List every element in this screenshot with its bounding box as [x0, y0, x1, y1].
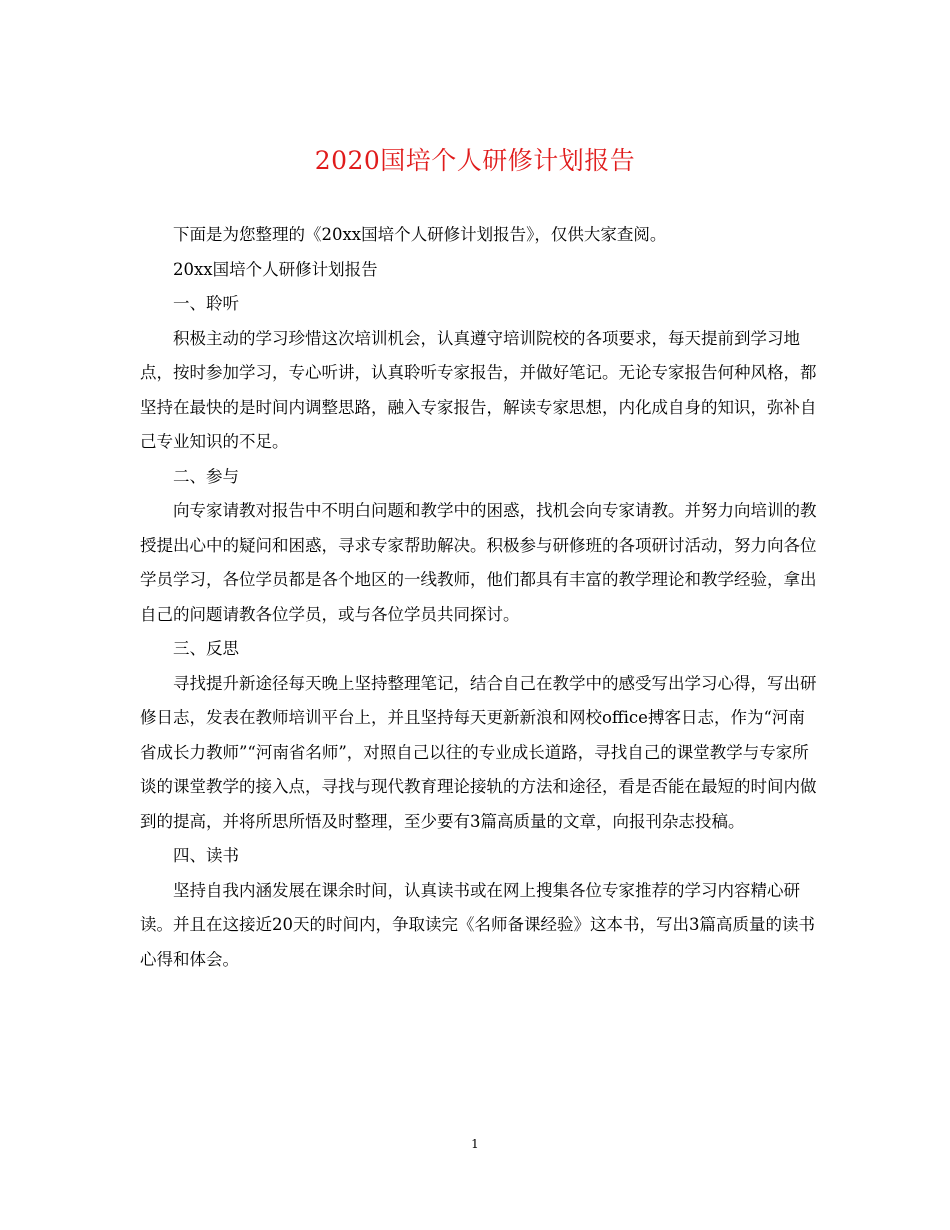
document-title: 2020国培个人研修计划报告 [314, 146, 636, 175]
section-paragraph-listen: 积极主动的学习珍惜这次培训机会，认真遵守培训院校的各项要求，每天提前到学习地点，按时参加学习，专心听讲，认真聆听专家报告，并做好笔记。无论专家报告何种风格，都坚持在最快的是时间内调整思路，融入专家报告，解读专家思想，内化成自身的知识，弥补自己专业知识的不足。 [140, 328, 817, 451]
intro-paragraph: 下面是为您整理的《20xx国培个人研修计划报告》，仅供大家查阅。 [173, 225, 667, 244]
document-body [140, 218, 820, 977]
section-paragraph-read: 坚持自我内涵发展在课余时间，认真读书或在网上搜集各位专家推荐的学习内容精心研读。并且在这接近20天的时间内，争取读完《名师备课经验》这本书，写出3篇高质量的读书心得和体会。 [140, 880, 815, 969]
section-heading-reflect: 三、反思 [173, 639, 239, 658]
page-number: 1 [471, 1137, 479, 1151]
section-paragraph-reflect: 寻找提升新途径每天晚上坚持整理笔记，结合自己在教学中的感受写出学习心得，写出研修日志，发表在教师培训平台上，并且坚持每天更新新浪和网校office搏客日志，作为“河南省成长力教师”“河南省名师”，对照自己以往的专业成长道路，寻找自己的课堂教学与专家所谈的课堂教学的接入点，寻找与现代教育理论接轨的方法和途径，看是否能在最短的时间内做到的提高，并将所思所悟及时整理，至少要有3篇高质量的文章，向报刊杂志投稿。 [140, 673, 817, 831]
section-heading-read: 四、读书 [173, 846, 239, 865]
section-heading-participate: 二、参与 [173, 466, 239, 486]
subtitle-paragraph: 20xx国培个人研修计划报告 [173, 259, 378, 279]
section-paragraph-participate: 向专家请教对报告中不明白问题和教学中的困惑，找机会向专家请教。并努力向培训的教授提出心中的疑问和困惑，寻求专家帮助解决。积极参与研修班的各项研讨活动，努力向各位学员学习，各位学员都是各个地区的一线教师，他们都具有丰富的教学理论和教学经验，拿出自己的问题请教各位学员，或与各位学员共同探讨。 [140, 501, 817, 624]
section-heading-listen: 一、聆听 [173, 294, 239, 313]
